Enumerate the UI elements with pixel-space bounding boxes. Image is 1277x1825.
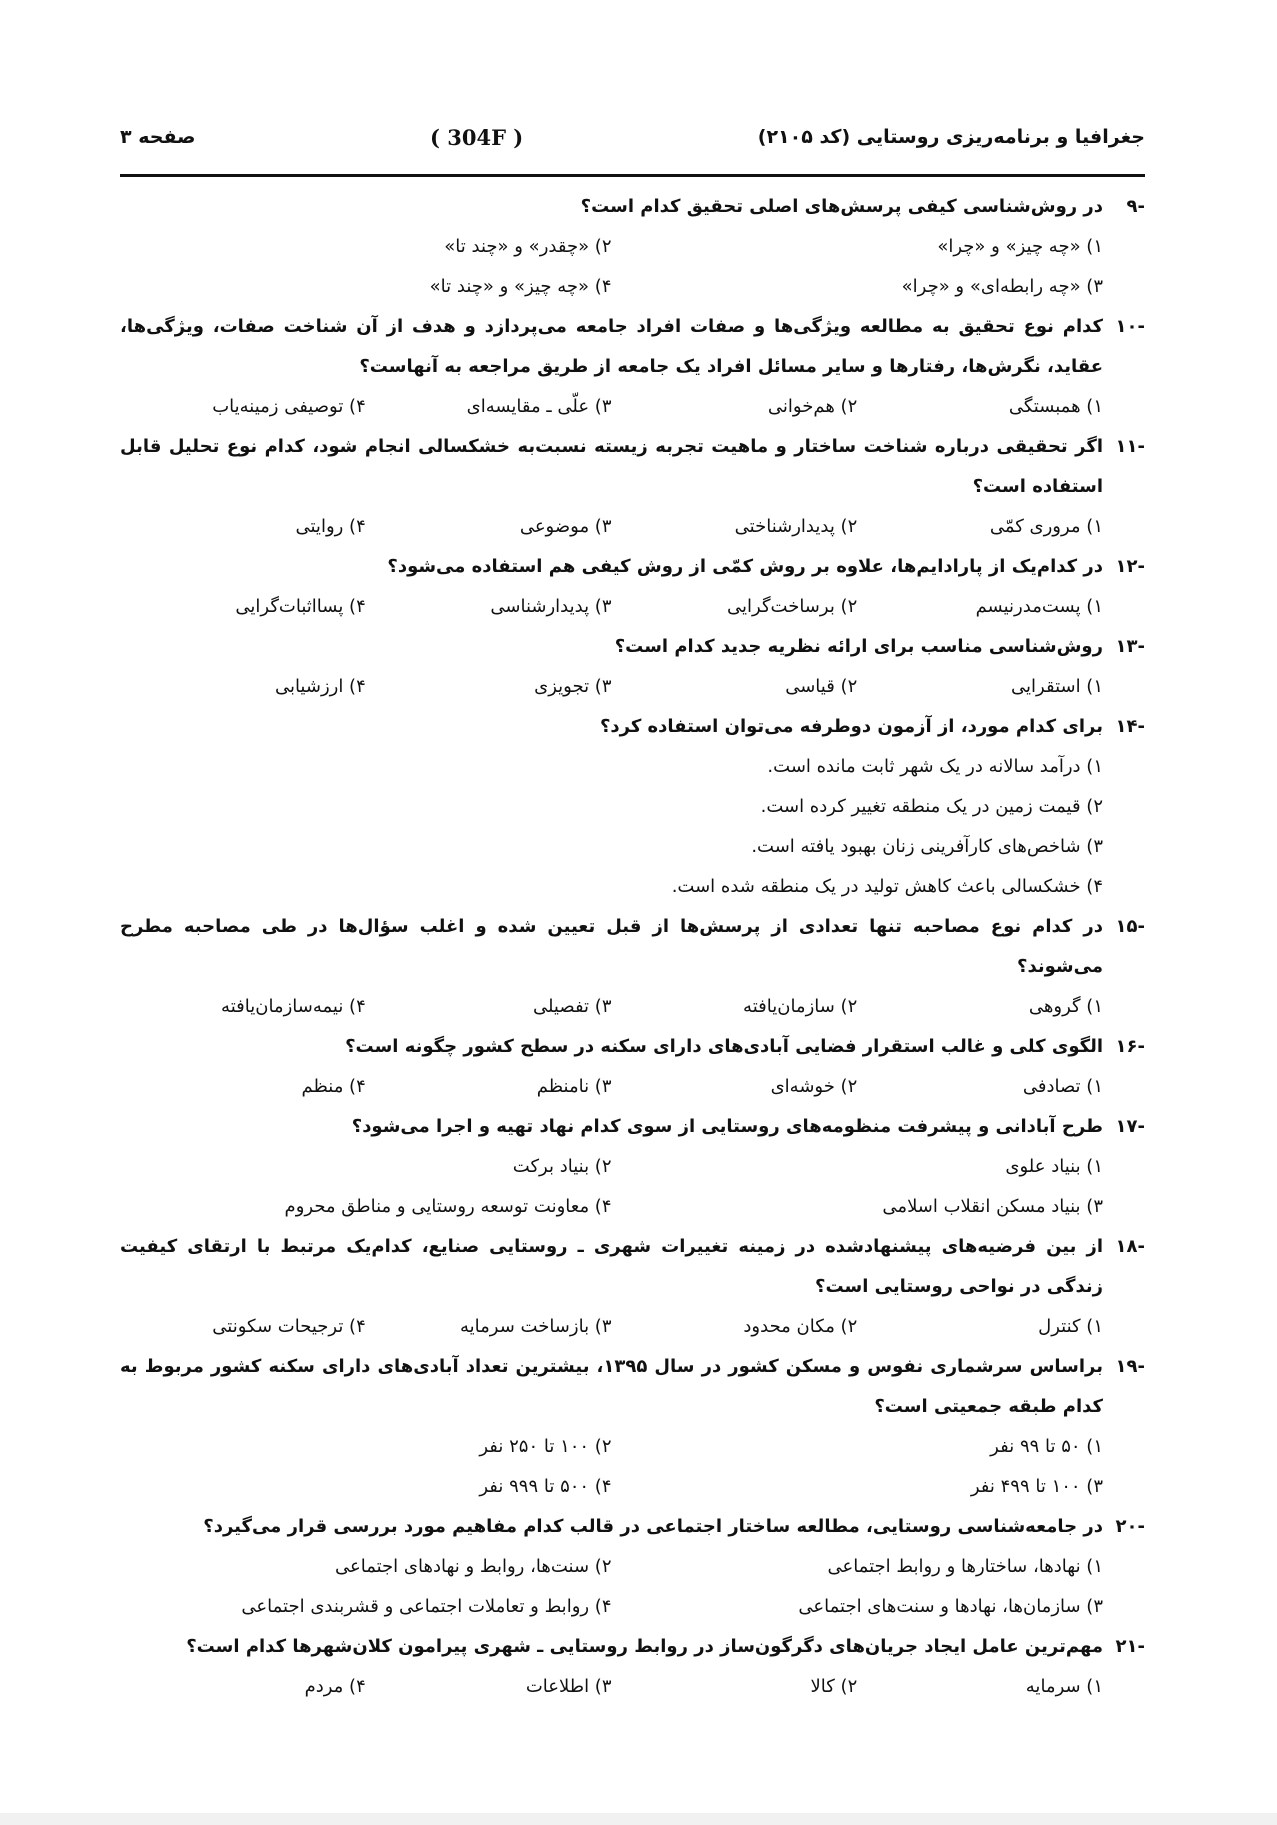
question-text: در جامعه‌شناسی روستایی، مطالعه ساختار اجتماعی در قالب کدام مفاهیم مورد بررسی قرار می‌گیرد؟ — [203, 1516, 1103, 1537]
answer-option: ۳) اطلاعات — [525, 1676, 612, 1697]
question-number: -۱۷ — [1115, 1116, 1145, 1137]
answer-option: ۴) منظم — [301, 1076, 366, 1097]
question-line — [120, 1347, 1145, 1427]
question — [120, 907, 1145, 1027]
answer-option: ۳) موضوعی — [519, 516, 612, 537]
question-number: -۱۸ — [1115, 1236, 1145, 1257]
answer-option: ۲) قیاسی — [785, 676, 858, 697]
option-list — [120, 1427, 1145, 1507]
answer-option: ۱) پست‌مدرنیسم — [975, 596, 1103, 617]
answer-option: ۴) ارزشیابی — [274, 676, 366, 697]
question — [120, 1107, 1145, 1227]
question-text: اگر تحقیقی درباره شناخت ساختار و ماهیت تجربه زیسته نسبت‌به خشکسالی انجام شود، کدام نوع تحلیل قابل استفاده است؟ — [120, 436, 1103, 497]
question-list — [120, 187, 1145, 1707]
answer-option: ۲) قیمت زمین در یک منطقه تغییر کرده است. — [760, 796, 1103, 817]
question-line — [120, 707, 1145, 747]
question-line — [120, 547, 1145, 587]
question — [120, 547, 1145, 627]
answer-option: ۴) مردم — [304, 1676, 366, 1697]
answer-option: ۴) خشکسالی باعث کاهش تولید در یک منطقه شده است. — [671, 876, 1103, 897]
option-list — [120, 1147, 1145, 1227]
answer-option: ۳) سازمان‌ها، نهادها و سنت‌های اجتماعی — [798, 1596, 1103, 1617]
answer-option: ۴) نیمه‌سازمان‌یافته — [221, 996, 366, 1017]
answer-option: ۱) تصادفی — [1022, 1076, 1103, 1097]
answer-option: ۱) کنترل — [1038, 1316, 1103, 1337]
answer-option: ۴) معاونت توسعه روستایی و مناطق محروم — [284, 1196, 612, 1217]
question-text: برای کدام مورد، از آزمون دوطرفه می‌توان استفاده کرد؟ — [599, 716, 1103, 737]
question — [120, 307, 1145, 427]
question-number: -۱۴ — [1115, 716, 1145, 737]
question — [120, 1347, 1145, 1507]
answer-option: ۴) توصیفی زمینه‌یاب — [212, 396, 366, 417]
question-line — [120, 1107, 1145, 1147]
answer-option: ۳) بنیاد مسکن انقلاب اسلامی — [882, 1196, 1103, 1217]
question-number: -۱۶ — [1115, 1036, 1145, 1057]
answer-option: ۳) تفصیلی — [532, 996, 612, 1017]
question-line — [120, 627, 1145, 667]
question-number: -۱۱ — [1115, 436, 1145, 457]
answer-option: ۴) ترجیحات سکونتی — [212, 1316, 366, 1337]
option-list — [120, 1067, 1145, 1107]
answer-option: ۳) شاخص‌های کارآفرینی زنان بهبود یافته است. — [751, 836, 1103, 857]
answer-option: ۴) روایتی — [295, 516, 366, 537]
question-number: -۱۲ — [1115, 556, 1145, 577]
answer-option: ۱) بنیاد علوی — [1005, 1156, 1103, 1177]
question-number: -۱۹ — [1115, 1356, 1145, 1377]
answer-option: ۳) بازساخت سرمایه — [460, 1316, 612, 1337]
question-line — [120, 1227, 1145, 1307]
question-line — [120, 1507, 1145, 1547]
answer-option: ۲) پدیدارشناختی — [734, 516, 858, 537]
answer-option: ۱) ۵۰ تا ۹۹ نفر — [990, 1436, 1103, 1457]
answer-option: ۱) «چه چیز» و «چرا» — [937, 236, 1103, 257]
answer-option: ۲) مکان محدود — [743, 1316, 858, 1337]
question-text: از بین فرضیه‌های پیشنهادشده در زمینه تغییرات شهری ـ روستایی صنایع، کدام‌یک مرتبط با ارتقای کیفیت زندگی در نواحی روستایی است؟ — [120, 1236, 1103, 1297]
option-list — [120, 1667, 1145, 1707]
question-text: الگوی کلی و غالب استقرار فضایی آبادی‌های دارای سکنه در سطح کشور چگونه است؟ — [345, 1036, 1103, 1057]
answer-option: ۱) مروری کمّی — [989, 516, 1103, 537]
question-text: روش‌شناسی مناسب برای ارائه نظریه جدید کدام است؟ — [614, 636, 1103, 657]
question-text: مهم‌ترین عامل ایجاد جریان‌های دگرگون‌ساز در روابط روستایی ـ شهری پیرامون کلان‌شهرها کدام است؟ — [186, 1636, 1103, 1657]
question-number: -۲۱ — [1115, 1636, 1145, 1657]
answer-option: ۳) تجویزی — [534, 676, 612, 697]
answer-option: ۱) نهادها، ساختارها و روابط اجتماعی — [827, 1556, 1103, 1577]
question — [120, 627, 1145, 707]
answer-option: ۱) گروهی — [1028, 996, 1103, 1017]
option-list — [120, 227, 1145, 307]
question-text: در کدام نوع مصاحبه تنها تعدادی از پرسش‌ها از قبل تعیین شده و اغلب سؤال‌ها در طی مصاحبه مطرح می‌شوند؟ — [120, 916, 1103, 977]
option-list — [120, 507, 1145, 547]
option-list — [120, 1547, 1145, 1627]
answer-option: ۱) استقرایی — [1011, 676, 1103, 697]
question — [120, 1027, 1145, 1107]
question — [120, 707, 1145, 907]
question-line — [120, 1027, 1145, 1067]
question-text: در کدام‌یک از پارادایم‌ها، علاوه بر روش کمّی از روش کیفی هم استفاده می‌شود؟ — [387, 556, 1103, 577]
question-line — [120, 907, 1145, 987]
answer-option: ۳) نامنظم — [536, 1076, 612, 1097]
answer-option: ۲) هم‌خوانی — [767, 396, 858, 417]
exam-title: جغرافیا و برنامه‌ریزی روستایی (کد ۲۱۰۵) — [757, 126, 1145, 148]
option-list — [120, 1307, 1145, 1347]
question-text: براساس سرشماری نفوس و مسکن کشور در سال ۱۳۹۵، بیشترین تعداد آبادی‌های دارای سکنه کشور مربوط به کدام طبقه جمعیتی است؟ — [120, 1356, 1103, 1417]
question-number: -۲۰ — [1115, 1516, 1145, 1537]
answer-option: ۳) «چه رابطه‌ای» و «چرا» — [901, 276, 1103, 297]
answer-option: ۴) روابط و تعاملات اجتماعی و قشربندی اجتماعی — [241, 1596, 612, 1617]
answer-option: ۲) سازمان‌یافته — [743, 996, 858, 1017]
option-list — [120, 747, 1145, 907]
question-text: در روش‌شناسی کیفی پرسش‌های اصلی تحقیق کدام است؟ — [580, 196, 1103, 217]
page-header — [120, 118, 1145, 177]
answer-option: ۴) ۵۰۰ تا ۹۹۹ نفر — [479, 1476, 612, 1497]
question-line — [120, 187, 1145, 227]
answer-option: ۲) برساخت‌گرایی — [727, 596, 858, 617]
option-list — [120, 667, 1145, 707]
question — [120, 1227, 1145, 1347]
answer-option: ۲) ۱۰۰ تا ۲۵۰ نفر — [479, 1436, 612, 1457]
question-text: طرح آبادانی و پیشرفت منظومه‌های روستایی از سوی کدام نهاد تهیه و اجرا می‌شود؟ — [351, 1116, 1103, 1137]
answer-option: ۳) ۱۰۰ تا ۴۹۹ نفر — [970, 1476, 1103, 1497]
answer-option: ۴) پسااثبات‌گرایی — [235, 596, 366, 617]
answer-option: ۳) پدیدارشناسی — [490, 596, 612, 617]
option-list — [120, 387, 1145, 427]
question — [120, 1627, 1145, 1707]
question — [120, 427, 1145, 547]
answer-option: ۲) بنیاد برکت — [512, 1156, 612, 1177]
booklet-code: ( 304F ) — [430, 124, 524, 150]
question-line — [120, 1627, 1145, 1667]
page-number: صفحه ۳ — [120, 126, 196, 148]
answer-option: ۱) سرمایه — [1025, 1676, 1103, 1697]
question — [120, 1507, 1145, 1627]
answer-option: ۲) «چقدر» و «چند تا» — [444, 236, 612, 257]
answer-option: ۱) درآمد سالانه در یک شهر ثابت مانده است. — [767, 756, 1103, 777]
answer-option: ۱) همبستگی — [1008, 396, 1103, 417]
question-line — [120, 427, 1145, 507]
bottom-band — [0, 1813, 1277, 1825]
question-number: -۱۰ — [1115, 316, 1145, 337]
answer-option: ۴) «چه چیز» و «چند تا» — [429, 276, 612, 297]
question-number: -۱۳ — [1115, 636, 1145, 657]
answer-option: ۳) علّی ـ مقایسه‌ای — [466, 396, 612, 417]
option-list — [120, 987, 1145, 1027]
question-line — [120, 307, 1145, 387]
question-number: -۹ — [1126, 196, 1145, 217]
question — [120, 187, 1145, 307]
answer-option: ۲) سنت‌ها، روابط و نهادهای اجتماعی — [334, 1556, 612, 1577]
option-list — [120, 587, 1145, 627]
question-number: -۱۵ — [1115, 916, 1145, 937]
answer-option: ۲) خوشه‌ای — [770, 1076, 858, 1097]
answer-option: ۲) کالا — [810, 1676, 858, 1697]
question-text: کدام نوع تحقیق به مطالعه ویژگی‌ها و صفات افراد جامعه می‌پردازد و هدف از آن شناخت صفات، ویژگی‌ها، عقاید، نگرش‌ها، رفتارها و سایر مسائل افراد یک جامعه از طریق مراجعه به آنهاست؟ — [120, 316, 1103, 377]
